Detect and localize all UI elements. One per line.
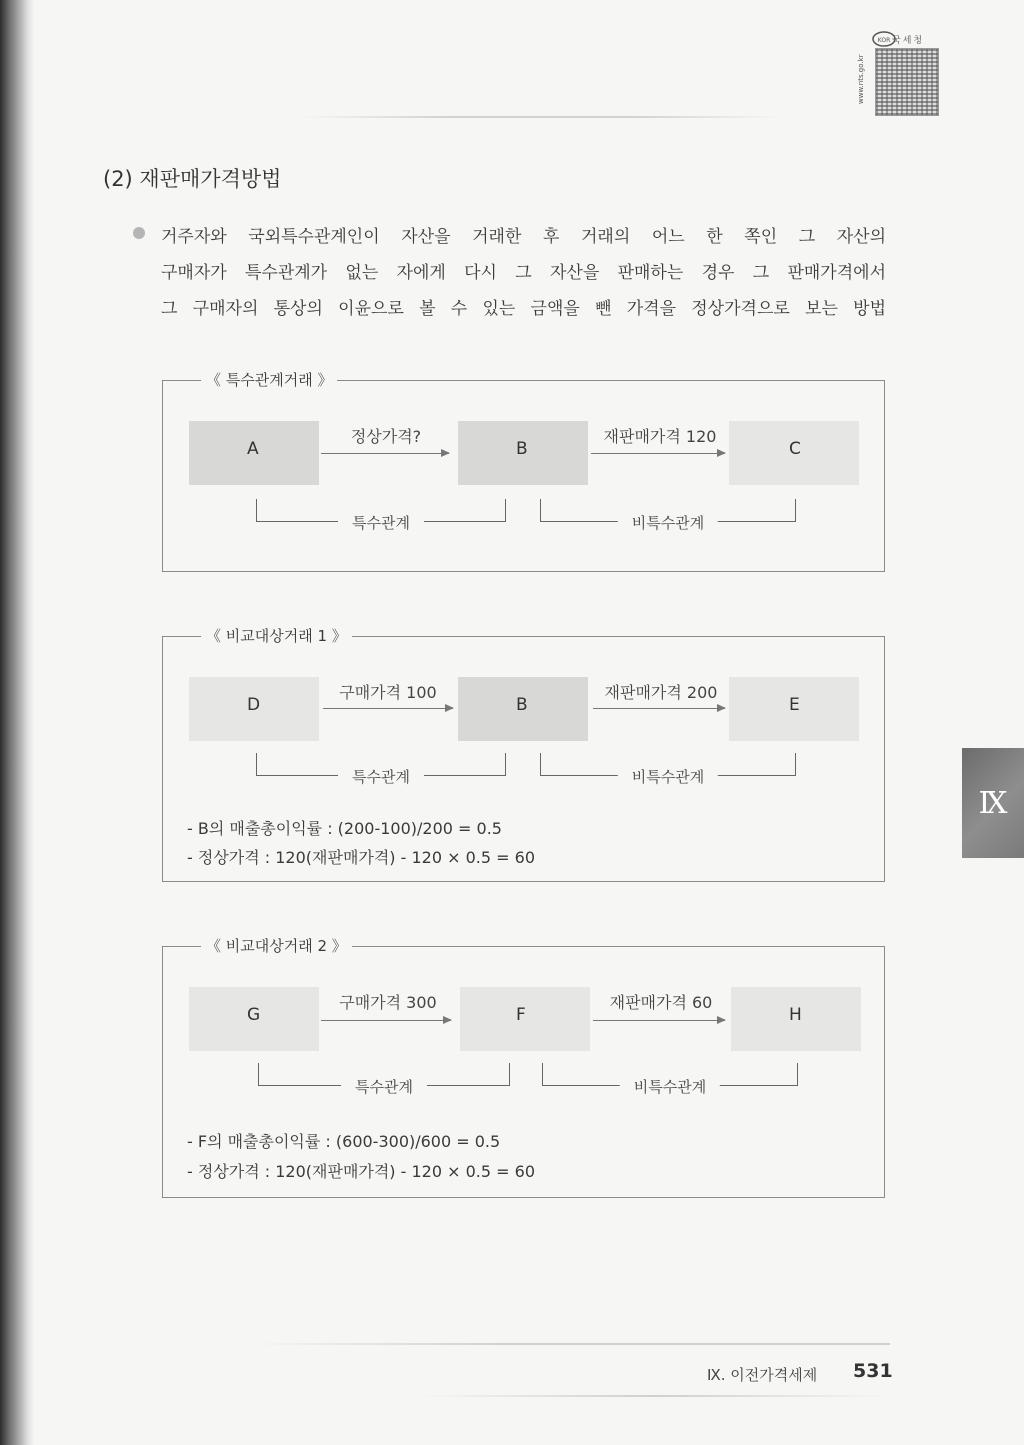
calc-line: - F의 매출총이익률 : (600-300)/600 = 0.5 bbox=[187, 1132, 501, 1151]
header-rule bbox=[300, 116, 780, 118]
logo-emblem-icon bbox=[871, 30, 897, 48]
bracket-related bbox=[258, 1063, 510, 1096]
diagram-title: 《 비교대상거래 2 》 bbox=[201, 936, 352, 956]
diagram-box-comparable-1 bbox=[162, 627, 885, 882]
footer-rule bbox=[250, 1343, 890, 1345]
node-d: D bbox=[189, 677, 319, 741]
chapter-side-tab: Ⅸ bbox=[962, 748, 1024, 858]
bullet-icon bbox=[133, 227, 145, 239]
nts-logo bbox=[857, 30, 949, 118]
diagram-title: 《 특수관계거래 》 bbox=[201, 370, 337, 390]
bracket-label: 특수관계 bbox=[341, 1076, 427, 1097]
bullet-paragraph bbox=[161, 219, 886, 327]
diagram-title: 《 비교대상거래 1 》 bbox=[201, 626, 352, 646]
arrow-right-icon bbox=[321, 1020, 451, 1021]
calc-line: - 정상가격 : 120(재판매가격) - 120 × 0.5 = 60 bbox=[187, 848, 535, 867]
node-h: H bbox=[731, 987, 861, 1051]
node-c: C bbox=[729, 421, 859, 485]
arrow-right-icon bbox=[593, 1020, 725, 1021]
node-b: B bbox=[458, 421, 588, 485]
bullet-line: 구매자가 특수관계가 없는 자에게 다시 그 자산을 판매하는 경우 그 판매가격에서 bbox=[161, 263, 886, 283]
bracket-related bbox=[256, 753, 506, 786]
diagram-box-related-party bbox=[162, 371, 885, 572]
arrow-right-icon bbox=[593, 708, 725, 709]
arrow-right-icon bbox=[591, 453, 725, 454]
bracket-label: 비특수관계 bbox=[620, 1076, 720, 1097]
logo-text: 국세청 bbox=[892, 36, 925, 46]
node-f: F bbox=[460, 987, 590, 1051]
arrow-label: 구매가격 100 bbox=[339, 683, 437, 702]
calc-line: - 정상가격 : 120(재판매가격) - 120 × 0.5 = 60 bbox=[187, 1162, 535, 1181]
bracket-label: 특수관계 bbox=[338, 766, 424, 787]
bullet-line: 거주자와 국외특수관계인이 자산을 거래한 후 거래의 어느 한 쪽인 그 자산의 bbox=[161, 227, 886, 247]
node-b: B bbox=[458, 677, 588, 741]
svg-text:KOR: KOR bbox=[877, 37, 891, 44]
bracket-unrelated bbox=[540, 753, 796, 786]
bracket-unrelated bbox=[540, 499, 796, 532]
arrow-label: 정상가격? bbox=[350, 427, 422, 446]
arrow-label: 재판매가격 60 bbox=[609, 993, 713, 1012]
arrow-right-icon bbox=[323, 708, 453, 709]
arrow-right-icon bbox=[321, 453, 449, 454]
arrow-label: 재판매가격 200 bbox=[604, 683, 718, 702]
footer-rule-lower bbox=[420, 1395, 890, 1397]
node-a: A bbox=[189, 421, 319, 485]
bracket-label: 특수관계 bbox=[338, 512, 424, 533]
footer-chapter-title: Ⅸ. 이전가격세제 bbox=[707, 1366, 818, 1384]
bracket-label: 비특수관계 bbox=[618, 766, 718, 787]
bullet-line: 그 구매자의 통상의 이윤으로 볼 수 있는 금액을 뺀 가격을 정상가격으로 보는 방법 bbox=[161, 299, 886, 319]
page-number: 531 bbox=[853, 1360, 893, 1382]
node-g: G bbox=[189, 987, 319, 1051]
node-e: E bbox=[729, 677, 859, 741]
arrow-label: 구매가격 300 bbox=[339, 993, 437, 1012]
book-spine-shadow bbox=[0, 0, 34, 1445]
qr-code-icon bbox=[875, 48, 939, 116]
arrow-label: 재판매가격 120 bbox=[603, 427, 717, 446]
section-heading: (2) 재판매가격방법 bbox=[103, 167, 282, 191]
bracket-label: 비특수관계 bbox=[618, 512, 718, 533]
diagram-box-comparable-2 bbox=[162, 937, 885, 1198]
logo-url: www.nts.go.kr bbox=[857, 54, 865, 104]
bracket-related bbox=[256, 499, 506, 532]
calc-line: - B의 매출총이익률 : (200-100)/200 = 0.5 bbox=[187, 819, 502, 838]
bracket-unrelated bbox=[542, 1063, 798, 1096]
